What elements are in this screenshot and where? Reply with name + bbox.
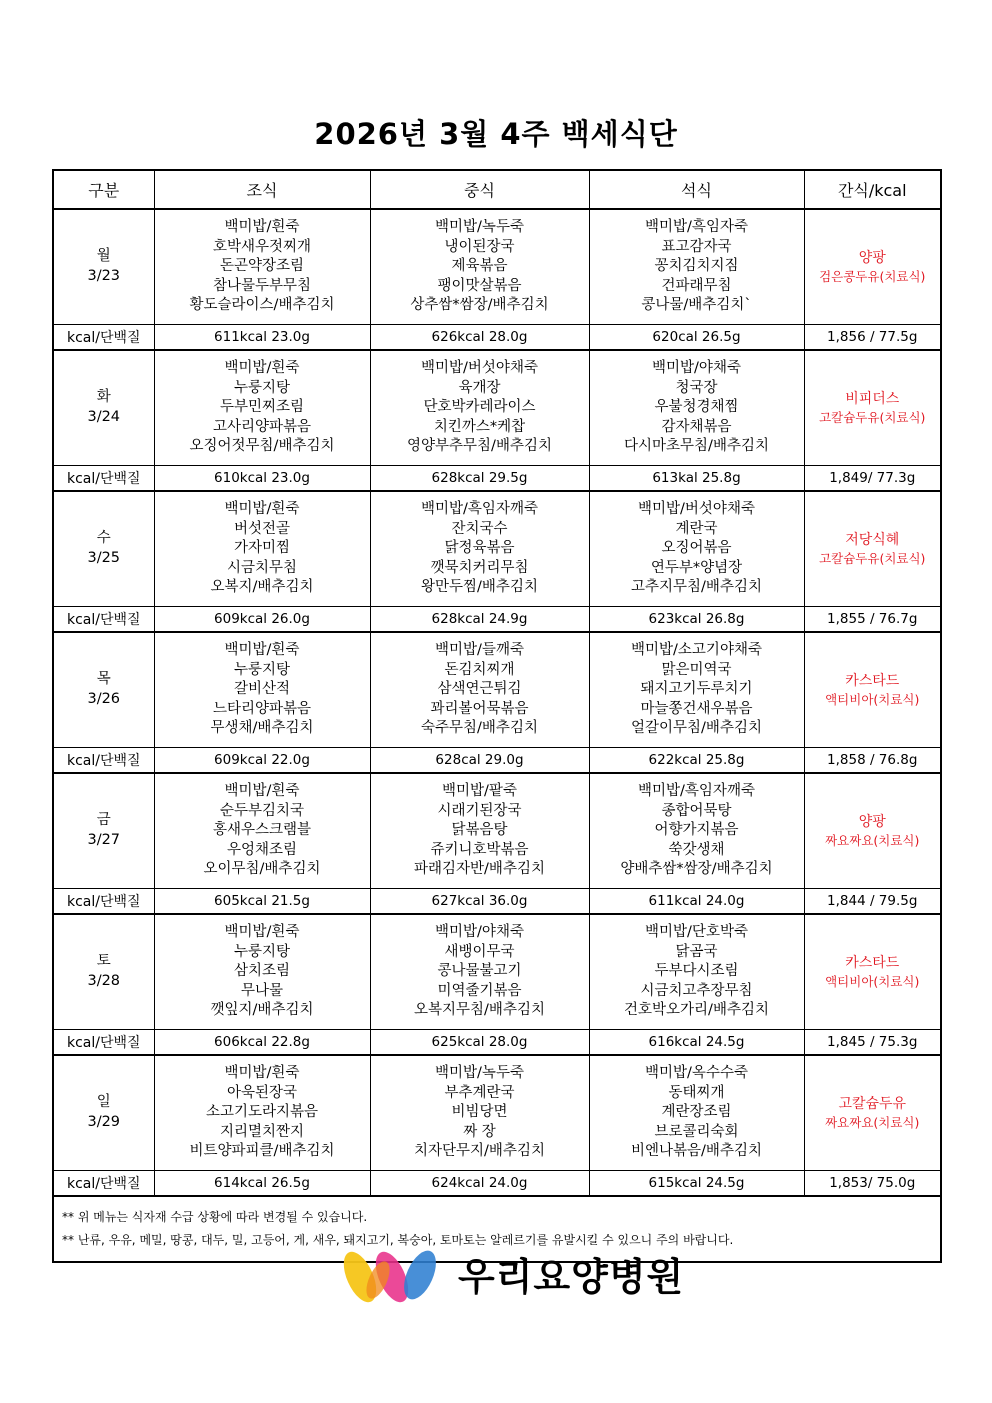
menu-item: 갈비산적 xyxy=(233,681,291,698)
snack-special-item: 짜요짜요(치료식) xyxy=(825,833,920,848)
lunch-cell xyxy=(370,914,589,1030)
day-date: 3/25 xyxy=(87,550,121,566)
kcal-dinner: 613kal 25.8g xyxy=(589,466,804,492)
menu-item: 백미밥/단호박죽 xyxy=(645,924,748,941)
menu-item: 육개장 xyxy=(458,379,501,396)
table-row xyxy=(53,350,941,466)
menu-item: 느타리양파볶음 xyxy=(212,700,312,717)
menu-item: 삼색연근튀김 xyxy=(437,681,522,698)
menu-item: 백미밥/버섯야채죽 xyxy=(421,360,538,377)
kcal-total: 1,844 / 79.5g xyxy=(804,889,941,915)
kcal-lunch: 628kcal 29.5g xyxy=(370,466,589,492)
menu-item: 오복지무침/배추김치 xyxy=(414,1002,545,1019)
day-date: 3/23 xyxy=(87,268,121,284)
dinner-cell xyxy=(589,491,804,607)
snack-special-item: 고칼슘두유(치료식) xyxy=(819,410,926,425)
kcal-dinner: 616kcal 24.5g xyxy=(589,1030,804,1056)
kcal-row xyxy=(53,607,941,633)
meal-plan-body xyxy=(53,209,941,1196)
menu-item: 무생채/배추김치 xyxy=(210,720,314,737)
lunch-cell xyxy=(370,209,589,325)
day-name: 목 xyxy=(96,671,111,688)
snack-item: 양팡 xyxy=(858,814,886,830)
menu-item: 백미밥/흰죽 xyxy=(224,360,300,377)
menu-item: 백미밥/옥수수죽 xyxy=(645,1065,748,1082)
breakfast-cell xyxy=(154,491,370,607)
menu-item: 마늘쫑건새우볶음 xyxy=(640,700,753,717)
snack-item: 비피더스 xyxy=(845,391,900,407)
kcal-lunch: 627kcal 36.0g xyxy=(370,889,589,915)
snack-cell xyxy=(804,491,941,607)
day-cell xyxy=(53,491,154,607)
kcal-lunch: 628cal 29.0g xyxy=(370,748,589,774)
day-date: 3/29 xyxy=(87,1114,121,1130)
day-name: 화 xyxy=(96,389,111,406)
lunch-cell xyxy=(370,632,589,748)
kcal-label: kcal/단백질 xyxy=(53,466,154,492)
menu-item: 계란국 xyxy=(675,520,718,537)
menu-item: 누룽지탕 xyxy=(233,379,291,396)
lunch-cell xyxy=(370,491,589,607)
menu-item: 얼갈이무침/배추김치 xyxy=(631,720,762,737)
kcal-dinner: 620cal 26.5g xyxy=(589,325,804,351)
menu-item: 깻잎지/배추김치 xyxy=(210,1002,314,1019)
dinner-cell xyxy=(589,632,804,748)
menu-item: 홍새우스크램블 xyxy=(212,822,312,839)
menu-item: 백미밥/녹두죽 xyxy=(435,1065,524,1082)
snack-special-item: 고칼슘두유(치료식) xyxy=(819,551,926,566)
lunch-cell xyxy=(370,773,589,889)
hospital-logo-icon xyxy=(338,1250,446,1306)
dinner-cell xyxy=(589,914,804,1030)
menu-item: 두부민찌조림 xyxy=(219,399,305,416)
menu-item: 동태찌개 xyxy=(668,1084,725,1101)
day-name: 일 xyxy=(96,1094,111,1111)
snack-special-item: 액티비아(치료식) xyxy=(825,692,920,707)
snack-item: 카스타드 xyxy=(845,673,900,689)
snack-item: 양팡 xyxy=(858,250,886,266)
snack-special-item: 짜요짜요(치료식) xyxy=(825,1115,920,1130)
menu-item: 아욱된장국 xyxy=(226,1084,298,1101)
menu-item: 백미밥/흑임자죽 xyxy=(645,219,748,236)
menu-item: 백미밥/흰죽 xyxy=(224,501,300,518)
kcal-total: 1,853/ 75.0g xyxy=(804,1171,941,1197)
kcal-row xyxy=(53,325,941,351)
menu-item: 백미밥/흰죽 xyxy=(224,783,300,800)
menu-item: 오이무침/배추김치 xyxy=(203,861,321,878)
menu-item: 호박새우젓찌개 xyxy=(212,238,312,255)
table-row xyxy=(53,491,941,607)
note-allergy: ** 난류, 우유, 메밀, 땅콩, 대두, 밀, 고등어, 게, 새우, 돼지고기, 복숭아, 토마토는 알레르기를 유발시킬 수 있으니 주의 바랍니다. xyxy=(62,1233,734,1247)
day-cell xyxy=(53,773,154,889)
menu-item: 깻묵치커리무침 xyxy=(430,559,529,576)
kcal-label: kcal/단백질 xyxy=(53,889,154,915)
snack-item: 고칼슘두유 xyxy=(838,1096,907,1112)
menu-item: 꽈리볼어묵볶음 xyxy=(430,700,529,717)
kcal-row xyxy=(53,1171,941,1197)
breakfast-cell xyxy=(154,632,370,748)
day-date: 3/24 xyxy=(87,409,121,425)
menu-item: 무나물 xyxy=(240,982,284,999)
kcal-breakfast: 609kcal 26.0g xyxy=(154,607,370,633)
menu-item: 쥬키니호박볶음 xyxy=(430,841,529,858)
breakfast-cell xyxy=(154,914,370,1030)
snack-cell xyxy=(804,350,941,466)
lunch-cell xyxy=(370,1055,589,1171)
header-breakfast: 조식 xyxy=(154,170,370,209)
menu-item: 비트양파피클/배추김치 xyxy=(189,1143,335,1160)
table-row xyxy=(53,209,941,325)
snack-cell xyxy=(804,914,941,1030)
kcal-row xyxy=(53,1030,941,1056)
breakfast-cell xyxy=(154,773,370,889)
note-menu-change: ** 위 메뉴는 식자재 수급 상황에 따라 변경될 수 있습니다. xyxy=(62,1210,368,1224)
menu-item: 감자채볶음 xyxy=(661,418,732,435)
day-cell xyxy=(53,350,154,466)
dinner-cell xyxy=(589,350,804,466)
header-lunch: 중식 xyxy=(370,170,589,209)
menu-item: 새뱅이무국 xyxy=(444,943,515,960)
kcal-lunch: 624kcal 24.0g xyxy=(370,1171,589,1197)
menu-item: 돈곤약장조림 xyxy=(219,258,305,275)
kcal-total: 1,849/ 77.3g xyxy=(804,466,941,492)
menu-item: 시금치고추장무침 xyxy=(640,982,753,999)
menu-item: 백미밥/야채죽 xyxy=(435,924,524,941)
menu-item: 건호박오가리/배추김치 xyxy=(624,1002,769,1019)
menu-item: 다시마초무침/배추김치 xyxy=(624,438,769,455)
menu-item: 종합어묵탕 xyxy=(661,802,732,819)
kcal-total: 1,845 / 75.3g xyxy=(804,1030,941,1056)
menu-item: 왕만두찜/배추김치 xyxy=(421,579,538,596)
kcal-lunch: 625kcal 28.0g xyxy=(370,1030,589,1056)
menu-item: 누룽지탕 xyxy=(233,943,291,960)
menu-item: 돈김치찌개 xyxy=(444,661,515,678)
menu-item: 영양부추무침/배추김치 xyxy=(407,438,552,455)
menu-item: 연두부*양념장 xyxy=(650,559,743,576)
menu-item: 소고기도라지볶음 xyxy=(205,1104,319,1121)
menu-item: 제육볶음 xyxy=(451,258,508,275)
menu-item: 팽이맛살볶음 xyxy=(437,277,522,294)
menu-item: 콩나물/배추김치` xyxy=(641,297,752,314)
kcal-breakfast: 610kcal 23.0g xyxy=(154,466,370,492)
dinner-cell xyxy=(589,1055,804,1171)
menu-item: 버섯전골 xyxy=(233,520,291,537)
menu-item: 오징어젓무침/배추김치 xyxy=(189,438,335,455)
table-row xyxy=(53,914,941,1030)
menu-item: 백미밥/버섯야채죽 xyxy=(638,501,755,518)
kcal-breakfast: 606kcal 22.8g xyxy=(154,1030,370,1056)
snack-special-item: 검은콩두유(치료식) xyxy=(819,269,926,284)
menu-item: 상추쌈*쌈장/배추김치 xyxy=(410,297,549,314)
menu-item: 백미밥/흰죽 xyxy=(224,219,300,236)
day-cell xyxy=(53,209,154,325)
menu-item: 냉이된장국 xyxy=(444,238,515,255)
kcal-dinner: 622kcal 25.8g xyxy=(589,748,804,774)
kcal-total: 1,855 / 76.7g xyxy=(804,607,941,633)
menu-item: 백미밥/팥죽 xyxy=(442,783,517,800)
snack-item: 저당식혜 xyxy=(845,532,900,548)
menu-item: 브로콜리숙회 xyxy=(654,1123,739,1140)
menu-item: 백미밥/흰죽 xyxy=(224,924,300,941)
kcal-label: kcal/단백질 xyxy=(53,1171,154,1197)
menu-item: 콩나물불고기 xyxy=(437,963,522,980)
menu-item: 오복지/배추김치 xyxy=(210,579,314,596)
menu-item: 돼지고기두루치기 xyxy=(640,681,753,698)
table-row xyxy=(53,632,941,748)
header-dinner: 석식 xyxy=(589,170,804,209)
menu-item: 닭정육볶음 xyxy=(444,540,515,557)
menu-item: 백미밥/흰죽 xyxy=(224,642,300,659)
dinner-cell xyxy=(589,773,804,889)
kcal-lunch: 626kcal 28.0g xyxy=(370,325,589,351)
menu-item: 단호박카레라이스 xyxy=(423,399,536,416)
snack-cell xyxy=(804,632,941,748)
table-header-row xyxy=(53,170,941,209)
menu-item: 쑥갓생채 xyxy=(668,841,725,858)
menu-item: 가자미찜 xyxy=(233,540,291,557)
menu-item: 참나물두부무침 xyxy=(212,277,312,294)
menu-item: 어향가지볶음 xyxy=(654,822,739,839)
menu-item: 계란장조림 xyxy=(661,1104,732,1121)
menu-item: 우불청경채찜 xyxy=(654,399,739,416)
header-snack: 간식/kcal xyxy=(804,170,941,209)
menu-item: 백미밥/소고기야채죽 xyxy=(631,642,762,659)
snack-item: 카스타드 xyxy=(845,955,900,971)
lunch-cell xyxy=(370,350,589,466)
kcal-breakfast: 614kcal 26.5g xyxy=(154,1171,370,1197)
menu-item: 백미밥/흰죽 xyxy=(224,1065,300,1082)
day-name: 수 xyxy=(96,530,111,547)
hospital-name: 우리요양병원 xyxy=(458,1255,685,1299)
menu-item: 시래기된장국 xyxy=(437,802,522,819)
menu-item: 고사리양파볶음 xyxy=(212,418,312,435)
kcal-row xyxy=(53,466,941,492)
breakfast-cell xyxy=(154,209,370,325)
menu-item: 숙주무침/배추김치 xyxy=(421,720,538,737)
breakfast-cell xyxy=(154,350,370,466)
menu-item: 백미밥/야채죽 xyxy=(652,360,741,377)
kcal-dinner: 615kcal 24.5g xyxy=(589,1171,804,1197)
menu-item: 고추지무침/배추김치 xyxy=(631,579,762,596)
kcal-total: 1,858 / 76.8g xyxy=(804,748,941,774)
day-name: 토 xyxy=(96,953,111,970)
menu-item: 백미밥/흑임자깨죽 xyxy=(421,501,538,518)
menu-item: 부추계란국 xyxy=(444,1084,515,1101)
menu-item: 황도슬라이스/배추김치 xyxy=(189,297,335,314)
kcal-label: kcal/단백질 xyxy=(53,607,154,633)
day-date: 3/26 xyxy=(87,691,121,707)
menu-item: 순두부김치국 xyxy=(219,802,305,819)
menu-item: 우엉채조림 xyxy=(226,841,298,858)
menu-item: 시금치무침 xyxy=(226,559,298,576)
page-title: 2026년 3월 4주 백세식단 xyxy=(314,117,678,151)
day-cell xyxy=(53,632,154,748)
menu-item: 지리멸치짠지 xyxy=(219,1123,305,1140)
breakfast-cell xyxy=(154,1055,370,1171)
kcal-row xyxy=(53,748,941,774)
menu-item: 닭볶음탕 xyxy=(451,822,508,839)
kcal-breakfast: 605kcal 21.5g xyxy=(154,889,370,915)
kcal-label: kcal/단백질 xyxy=(53,1030,154,1056)
dinner-cell xyxy=(589,209,804,325)
menu-item: 표고감자국 xyxy=(661,238,732,255)
kcal-total: 1,856 / 77.5g xyxy=(804,325,941,351)
snack-cell xyxy=(804,1055,941,1171)
day-date: 3/27 xyxy=(87,832,121,848)
menu-item: 삼치조림 xyxy=(233,963,291,980)
table-row xyxy=(53,1055,941,1171)
menu-item: 건파래무침 xyxy=(661,277,732,294)
day-cell xyxy=(53,1055,154,1171)
menu-item: 백미밥/들깨죽 xyxy=(435,642,524,659)
menu-item: 닭곰국 xyxy=(675,943,718,960)
table-row xyxy=(53,773,941,889)
kcal-label: kcal/단백질 xyxy=(53,748,154,774)
kcal-breakfast: 609kcal 22.0g xyxy=(154,748,370,774)
kcal-row xyxy=(53,889,941,915)
kcal-label: kcal/단백질 xyxy=(53,325,154,351)
kcal-dinner: 611kcal 24.0g xyxy=(589,889,804,915)
menu-item: 잔치국수 xyxy=(451,520,508,537)
snack-special-item: 액티비아(치료식) xyxy=(825,974,920,989)
kcal-lunch: 628kcal 24.9g xyxy=(370,607,589,633)
menu-item: 꽁치김치지짐 xyxy=(654,258,739,275)
menu-item: 비빔당면 xyxy=(451,1104,508,1121)
day-name: 월 xyxy=(96,248,111,265)
header-category: 구분 xyxy=(53,170,154,209)
kcal-dinner: 623kcal 26.8g xyxy=(589,607,804,633)
snack-cell xyxy=(804,773,941,889)
menu-item: 비엔나볶음/배추김치 xyxy=(631,1143,762,1160)
menu-item: 누룽지탕 xyxy=(233,661,291,678)
snack-cell xyxy=(804,209,941,325)
menu-item: 두부다시조림 xyxy=(654,963,739,980)
menu-item: 파래김자반/배추김치 xyxy=(414,861,545,878)
menu-item: 치자단무지/배추김치 xyxy=(414,1143,545,1160)
menu-item: 청국장 xyxy=(675,379,718,396)
menu-item: 치킨까스*케찹 xyxy=(433,418,526,435)
menu-item: 맑은미역국 xyxy=(661,661,732,678)
day-name: 금 xyxy=(96,812,111,829)
meal-plan-table xyxy=(52,169,942,1263)
menu-item: 짜 장 xyxy=(463,1123,496,1140)
kcal-breakfast: 611kcal 23.0g xyxy=(154,325,370,351)
hospital-logo xyxy=(338,1250,685,1306)
menu-item: 백미밥/녹두죽 xyxy=(435,219,524,236)
menu-item: 백미밥/흑임자깨죽 xyxy=(638,783,755,800)
menu-item: 양배추쌈*쌈장/배추김치 xyxy=(620,861,773,878)
menu-item: 오징어볶음 xyxy=(661,540,732,557)
day-date: 3/28 xyxy=(87,973,121,989)
menu-item: 미역줄기볶음 xyxy=(437,982,522,999)
day-cell xyxy=(53,914,154,1030)
